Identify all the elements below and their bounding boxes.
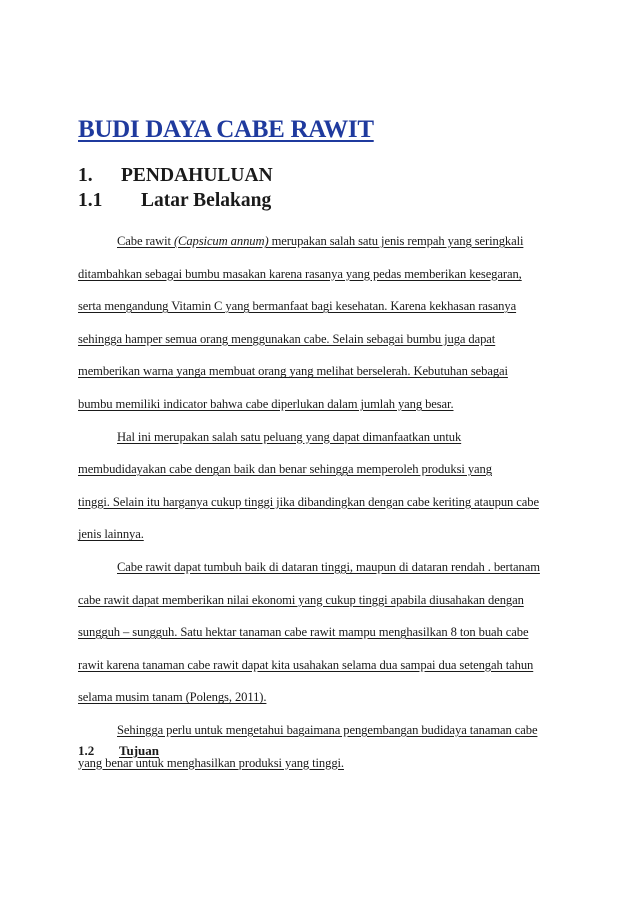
paragraph-line: Sehingga perlu untuk mengetahui bagaimana pengembangan budidaya tanaman cabe — [117, 722, 538, 737]
paragraph-line: yang benar untuk menghasilkan produksi yang tinggi. — [78, 755, 344, 770]
subsection-title: Tujuan — [119, 743, 159, 758]
paragraph-line: sehingga hamper semua orang menggunakan cabe. Selain sebagai bumbu juga dapat — [78, 331, 496, 346]
section-title: PENDAHULUAN — [121, 165, 273, 186]
paragraph-line: serta mengandung Vitamin C yang bermanfaat bagi kesehatan. Karena kekhasan rasanya — [78, 299, 517, 314]
subsection-number: 1.2 — [78, 743, 95, 758]
paragraph-line: membudidayakan cabe dengan baik dan benar sehingga memperoleh produksi yang — [78, 462, 492, 477]
line-text: merupakan salah satu jenis rempah yang seringkali — [268, 234, 524, 248]
section-heading-pendahuluan — [78, 165, 273, 187]
subsection-number: 1.1 — [78, 190, 103, 211]
section-number: 1. — [78, 165, 93, 186]
paragraph-line: rawit karena tanaman cabe rawit dapat kita usahakan selama dua sampai dua setengah tahun — [78, 657, 534, 672]
paragraph-line: jenis lainnya. — [78, 527, 144, 542]
line-text: Cabe rawit — [117, 234, 174, 248]
paragraph-line: sungguh – sungguh. Satu hektar tanaman cabe rawit mampu menghasilkan 8 ton buah cabe — [78, 625, 529, 640]
paragraph-line: memberikan warna yanga membuat orang yang melihat berselerah. Kebutuhan sebagai — [78, 364, 508, 379]
scientific-name: (Capsicum annum) — [173, 234, 269, 248]
body-text — [78, 232, 568, 786]
subsection-title: Latar Belakang — [141, 190, 272, 211]
paragraph-line: cabe rawit dapat memberikan nilai ekonomi yang cukup tinggi apabila diusahakan dengan — [78, 592, 524, 607]
paragraph-line: tinggi. Selain itu harganya cukup tinggi jika dibandingkan dengan cabe keriting ataupun cabe — [78, 494, 539, 509]
subsection-heading-latar-belakang — [78, 190, 271, 212]
document-title: BUDI DAYA CABE RAWIT — [78, 116, 374, 143]
paragraph-line: selama musim tanam (Polengs, 2011). — [78, 690, 267, 705]
paragraph-line: Hal ini merupakan salah satu peluang yang dapat dimanfaatkan untuk — [117, 429, 462, 444]
paragraph-line: bumbu memiliki indicator bahwa cabe diperlukan dalam jumlah yang besar. — [78, 396, 454, 411]
subsection-heading-tujuan — [78, 743, 159, 759]
paragraph-line — [78, 232, 568, 265]
paragraph-line: Cabe rawit dapat tumbuh baik di dataran tinggi, maupun di dataran rendah . bertanam — [117, 559, 540, 574]
paragraph-line: ditambahkan sebagai bumbu masakan karena rasanya yang pedas memberikan kesegaran, — [78, 266, 522, 281]
